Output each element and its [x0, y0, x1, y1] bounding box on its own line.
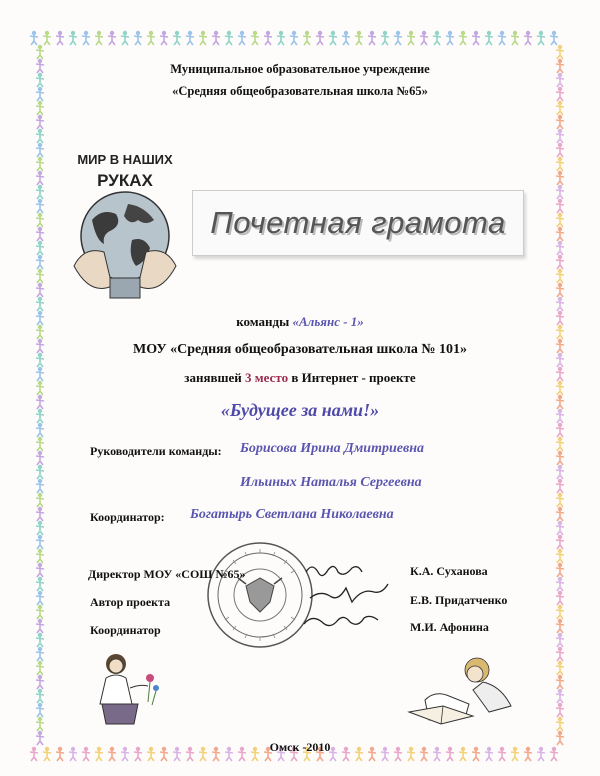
- border-figure-icon: [95, 31, 103, 45]
- border-figure-icon: [556, 255, 564, 269]
- border-figure-icon: [556, 451, 564, 465]
- border-figure-icon: [36, 647, 44, 661]
- border-figure-icon: [556, 703, 564, 717]
- border-figure-icon: [556, 45, 564, 59]
- team-name: «Альянс - 1»: [292, 314, 364, 329]
- border-figure-icon: [556, 689, 564, 703]
- border-figure-icon: [36, 143, 44, 157]
- place-prefix: занявшей: [184, 370, 246, 385]
- team-prefix: команды: [236, 314, 293, 329]
- coordinator-name: Богатырь Светлана Николаевна: [190, 507, 394, 522]
- border-figure-icon: [556, 465, 564, 479]
- border-figure-icon: [556, 535, 564, 549]
- border-figure-icon: [36, 171, 44, 185]
- border-figure-icon: [36, 227, 44, 241]
- border-figure-icon: [290, 31, 298, 45]
- header-institution: Муниципальное образовательное учреждение: [170, 62, 430, 76]
- border-figure-icon: [556, 591, 564, 605]
- border-figure-icon: [36, 521, 44, 535]
- border-figure-icon: [556, 577, 564, 591]
- border-figure-icon: [277, 31, 285, 45]
- border-figure-icon: [556, 479, 564, 493]
- border-figure-icon: [36, 129, 44, 143]
- signature-name-director: К.А. Суханова: [410, 564, 488, 578]
- border-figure-icon: [342, 31, 350, 45]
- child-reading-book-icon: [405, 648, 515, 732]
- border-figure-icon: [556, 675, 564, 689]
- border-figure-icon: [108, 31, 116, 45]
- border-figure-icon: [36, 703, 44, 717]
- border-figure-icon: [556, 661, 564, 675]
- border-figure-icon: [36, 633, 44, 647]
- border-figure-icon: [511, 31, 519, 45]
- border-figure-icon: [498, 31, 506, 45]
- border-figure-icon: [199, 31, 207, 45]
- border-figure-icon: [446, 31, 454, 45]
- border-figure-icon: [134, 31, 142, 45]
- border-figure-icon: [36, 507, 44, 521]
- project-name: «Будущее за нами!»: [220, 400, 380, 420]
- border-figure-icon: [556, 493, 564, 507]
- leaders-label: Руководители команды:: [90, 444, 222, 458]
- border-figure-icon: [556, 619, 564, 633]
- handwritten-signatures: [300, 558, 410, 640]
- border-figure-icon: [556, 423, 564, 437]
- border-figure-icon: [556, 101, 564, 115]
- header-school-name: «Средняя общеобразовательная школа №65»: [172, 84, 428, 98]
- border-figure-icon: [556, 115, 564, 129]
- border-figure-icon: [36, 213, 44, 227]
- border-figure-icon: [556, 241, 564, 255]
- border-figure-icon: [550, 31, 558, 45]
- border-figure-icon: [56, 31, 64, 45]
- border-figure-icon: [251, 31, 259, 45]
- border-figure-icon: [36, 451, 44, 465]
- place-value: 3 место: [245, 370, 289, 385]
- girl-with-flowers-icon: [88, 648, 166, 734]
- border-figure-icon: [472, 31, 480, 45]
- place-suffix: в Интернет - проекте: [288, 370, 416, 385]
- border-figure-icon: [381, 31, 389, 45]
- border-figure-icon: [556, 717, 564, 731]
- border-figure-icon: [556, 143, 564, 157]
- border-figure-icon: [459, 31, 467, 45]
- signature-role-coordinator: Координатор: [90, 623, 161, 637]
- border-figure-icon: [556, 507, 564, 521]
- border-figure-icon: [303, 31, 311, 45]
- border-figure-icon: [147, 31, 155, 45]
- border-figure-icon: [82, 31, 90, 45]
- border-figure-icon: [36, 605, 44, 619]
- border-figure-icon: [264, 31, 272, 45]
- border-figure-icon: [36, 479, 44, 493]
- border-figure-icon: [420, 31, 428, 45]
- border-figure-icon: [556, 521, 564, 535]
- border-figure-icon: [36, 297, 44, 311]
- coordinator-label: Координатор:: [90, 510, 165, 524]
- border-figure-icon: [36, 661, 44, 675]
- border-figure-icon: [36, 577, 44, 591]
- border-figure-icon: [556, 185, 564, 199]
- border-figure-icon: [36, 199, 44, 213]
- border-figure-icon: [186, 31, 194, 45]
- leader-name-2: Ильиных Наталья Сергеевна: [240, 475, 422, 490]
- border-figure-icon: [121, 31, 129, 45]
- border-figure-icon: [36, 185, 44, 199]
- border-figure-icon: [36, 717, 44, 731]
- border-figure-icon: [556, 269, 564, 283]
- border-figure-icon: [36, 255, 44, 269]
- border-figure-icon: [173, 31, 181, 45]
- signature-role-director: Директор МОУ «СОШ №65»: [88, 567, 246, 581]
- border-figure-icon: [316, 31, 324, 45]
- border-figure-icon: [36, 535, 44, 549]
- footer-place-year: Омск -2010: [269, 740, 331, 754]
- logo-text-line2: РУКАХ: [97, 171, 153, 190]
- border-figure-icon: [524, 31, 532, 45]
- border-figure-icon: [36, 283, 44, 297]
- border-figure-icon: [556, 563, 564, 577]
- team-line: [0, 314, 600, 330]
- border-figure-icon: [368, 31, 376, 45]
- border-figure-icon: [30, 31, 38, 45]
- border-figure-icon: [36, 549, 44, 563]
- title-frame: [192, 190, 524, 256]
- official-stamp-icon: [205, 540, 315, 650]
- border-figure-icon: [537, 31, 545, 45]
- border-figure-icon: [43, 31, 51, 45]
- border-figure-icon: [556, 283, 564, 297]
- logo-text-line1: МИР В НАШИХ: [77, 152, 173, 167]
- border-figure-icon: [556, 171, 564, 185]
- border-figure-icon: [556, 549, 564, 563]
- border-figure-icon: [36, 45, 44, 59]
- signature-name-coordinator: М.И. Афонина: [410, 620, 489, 634]
- border-figure-icon: [36, 241, 44, 255]
- border-figure-icon: [36, 115, 44, 129]
- border-figure-icon: [36, 101, 44, 115]
- border-figure-icon: [556, 227, 564, 241]
- border-figure-icon: [355, 31, 363, 45]
- border-figure-icon: [556, 297, 564, 311]
- border-figure-icon: [36, 465, 44, 479]
- border-figure-icon: [556, 199, 564, 213]
- border-figure-icon: [36, 591, 44, 605]
- border-figure-icon: [36, 423, 44, 437]
- border-figure-icon: [36, 157, 44, 171]
- border-figure-icon: [556, 647, 564, 661]
- border-figure-icon: [394, 31, 402, 45]
- border-figure-icon: [556, 157, 564, 171]
- border-figure-icon: [225, 31, 233, 45]
- border-figure-icon: [36, 675, 44, 689]
- border-figure-icon: [69, 31, 77, 45]
- border-figure-icon: [556, 605, 564, 619]
- border-figure-icon: [36, 493, 44, 507]
- globe-in-hands-icon: [62, 148, 188, 300]
- border-figure-icon: [160, 31, 168, 45]
- place-line: [0, 370, 600, 386]
- border-figure-icon: [36, 563, 44, 577]
- border-figure-icon: [556, 213, 564, 227]
- border-figure-icon: [212, 31, 220, 45]
- signature-role-author: Автор проекта: [90, 595, 171, 609]
- border-figure-icon: [433, 31, 441, 45]
- border-figure-icon: [407, 31, 415, 45]
- school-line: МОУ «Средняя общеобразовательная школа № 101»: [133, 342, 467, 357]
- border-figure-icon: [36, 689, 44, 703]
- border-figure-icon: [329, 31, 337, 45]
- border-figure-icon: [36, 437, 44, 451]
- certificate-title: Почетная грамота: [210, 205, 506, 240]
- signature-name-author: Е.В. Придатченко: [410, 593, 508, 607]
- leader-name-1: Борисова Ирина Дмитриевна: [240, 441, 425, 456]
- border-figure-icon: [36, 619, 44, 633]
- border-figure-icon: [556, 437, 564, 451]
- border-figure-icon: [556, 129, 564, 143]
- border-figure-icon: [556, 633, 564, 647]
- border-figure-icon: [485, 31, 493, 45]
- border-figure-icon: [238, 31, 246, 45]
- border-figure-icon: [36, 269, 44, 283]
